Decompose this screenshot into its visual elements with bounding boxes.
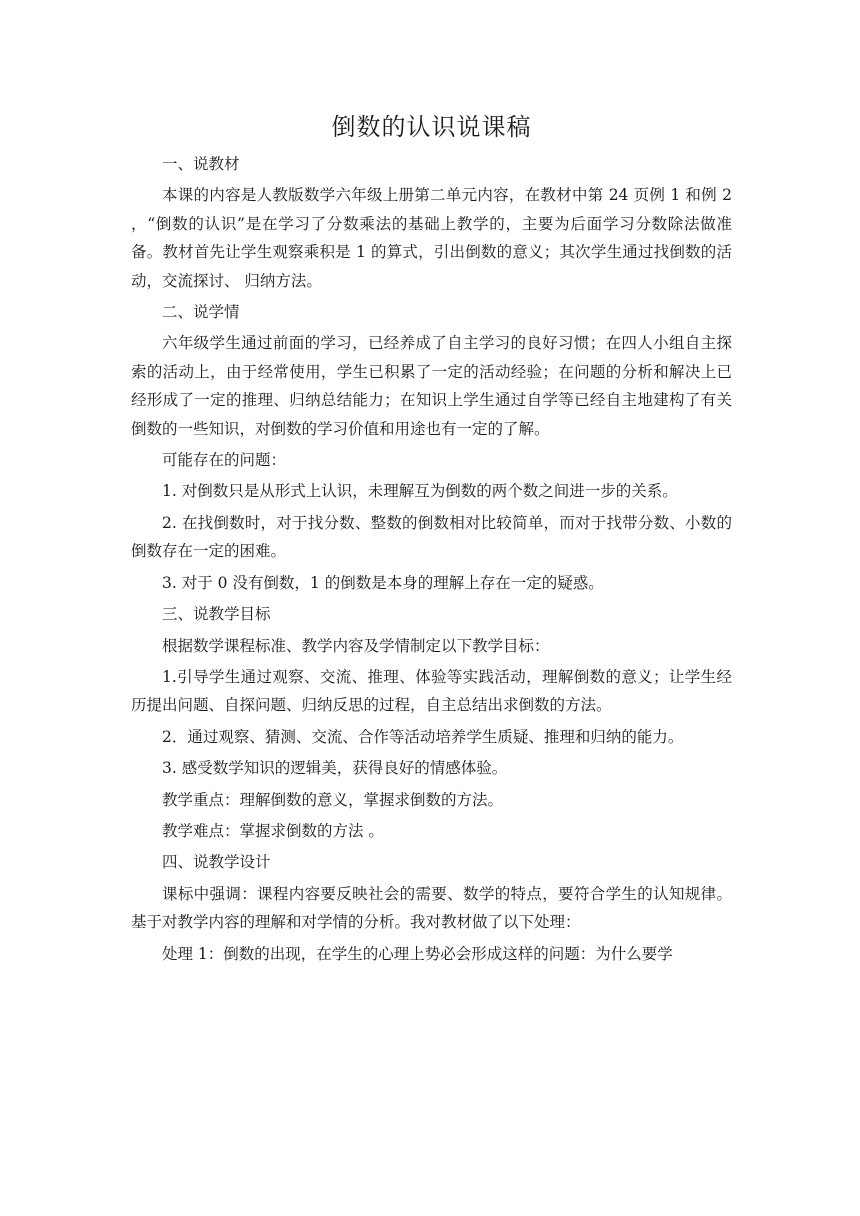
list-item: 1. 对倒数只是从形式上认识，未理解互为倒数的两个数之间进一步的关系。	[162, 482, 678, 501]
list-item: 2．通过观察、猜测、交流、合作等活动培养学生质疑、推理和归纳的能力。	[162, 727, 684, 746]
subheading: 可能存在的问题：	[162, 451, 287, 470]
paragraph: 教学难点：掌握求倒数的方法 。	[162, 821, 384, 840]
section-heading: 二、说学情	[162, 303, 240, 322]
paragraph: 六年级学生通过前面的学习，已经养成了自主学习的良好习惯；在四人小组自主探索的活动上，由于经常使用，学生已积累了一定的活动经验；在问题的分析和解决上已经形成了一定的推理、归纳总结能力；在知识上学生通过自学等已经自主地建构了有关倒数的一些知识，对倒数的学习价值和用途也有一定的了解。	[131, 334, 732, 438]
paragraph: 本课的内容是人教版数学六年级上册第二单元内容，在教材中第 24 页例 1 和例 2 ，“倒数的认识”是在学习了分数乘法的基础上教学的，主要为后面学习分数除法做准备。教材首先让学生观察乘积是 1 的算式，引出倒数的意义；其次学生通过找倒数的活动，交流探讨、 归纳方法。	[131, 186, 732, 290]
list-item: 3. 感受数学知识的逻辑美，获得良好的情感体验。	[162, 759, 508, 778]
paragraph: 课标中强调：课程内容要反映社会的需要、数学的特点，要符合学生的认知规律。基于对教学内容的理解和对学情的分析。我对教材做了以下处理：	[131, 884, 732, 932]
paragraph: 处理 1：倒数的出现，在学生的心理上势必会形成这样的问题：为什么要学	[162, 944, 673, 963]
document-page	[131, 110, 732, 968]
section-heading: 三、说教学目标	[162, 605, 271, 624]
list-item: 1.引导学生通过观察、交流、推理、体验等实践活动，理解倒数的意义；让学生经历提出问题、自探问题、归纳反思的过程，自主总结出求倒数的方法。	[131, 667, 732, 715]
section-heading: 四、说教学设计	[162, 853, 271, 872]
paragraph: 根据数学课程标准、教学内容及学情制定以下教学目标：	[162, 636, 550, 655]
section-heading: 一、说教材	[162, 155, 240, 173]
list-item: 2. 在找倒数时，对于找分数、整数的倒数相对比较简单，而对于找带分数、小数的倒数存在一定的困难。	[131, 513, 732, 561]
paragraph: 教学重点：理解倒数的意义，掌握求倒数的方法。	[162, 790, 504, 809]
list-item: 3. 对于 0 没有倒数，1 的倒数是本身的理解上存在一定的疑惑。	[162, 573, 604, 592]
document-title: 倒数的认识说课稿	[331, 113, 532, 141]
